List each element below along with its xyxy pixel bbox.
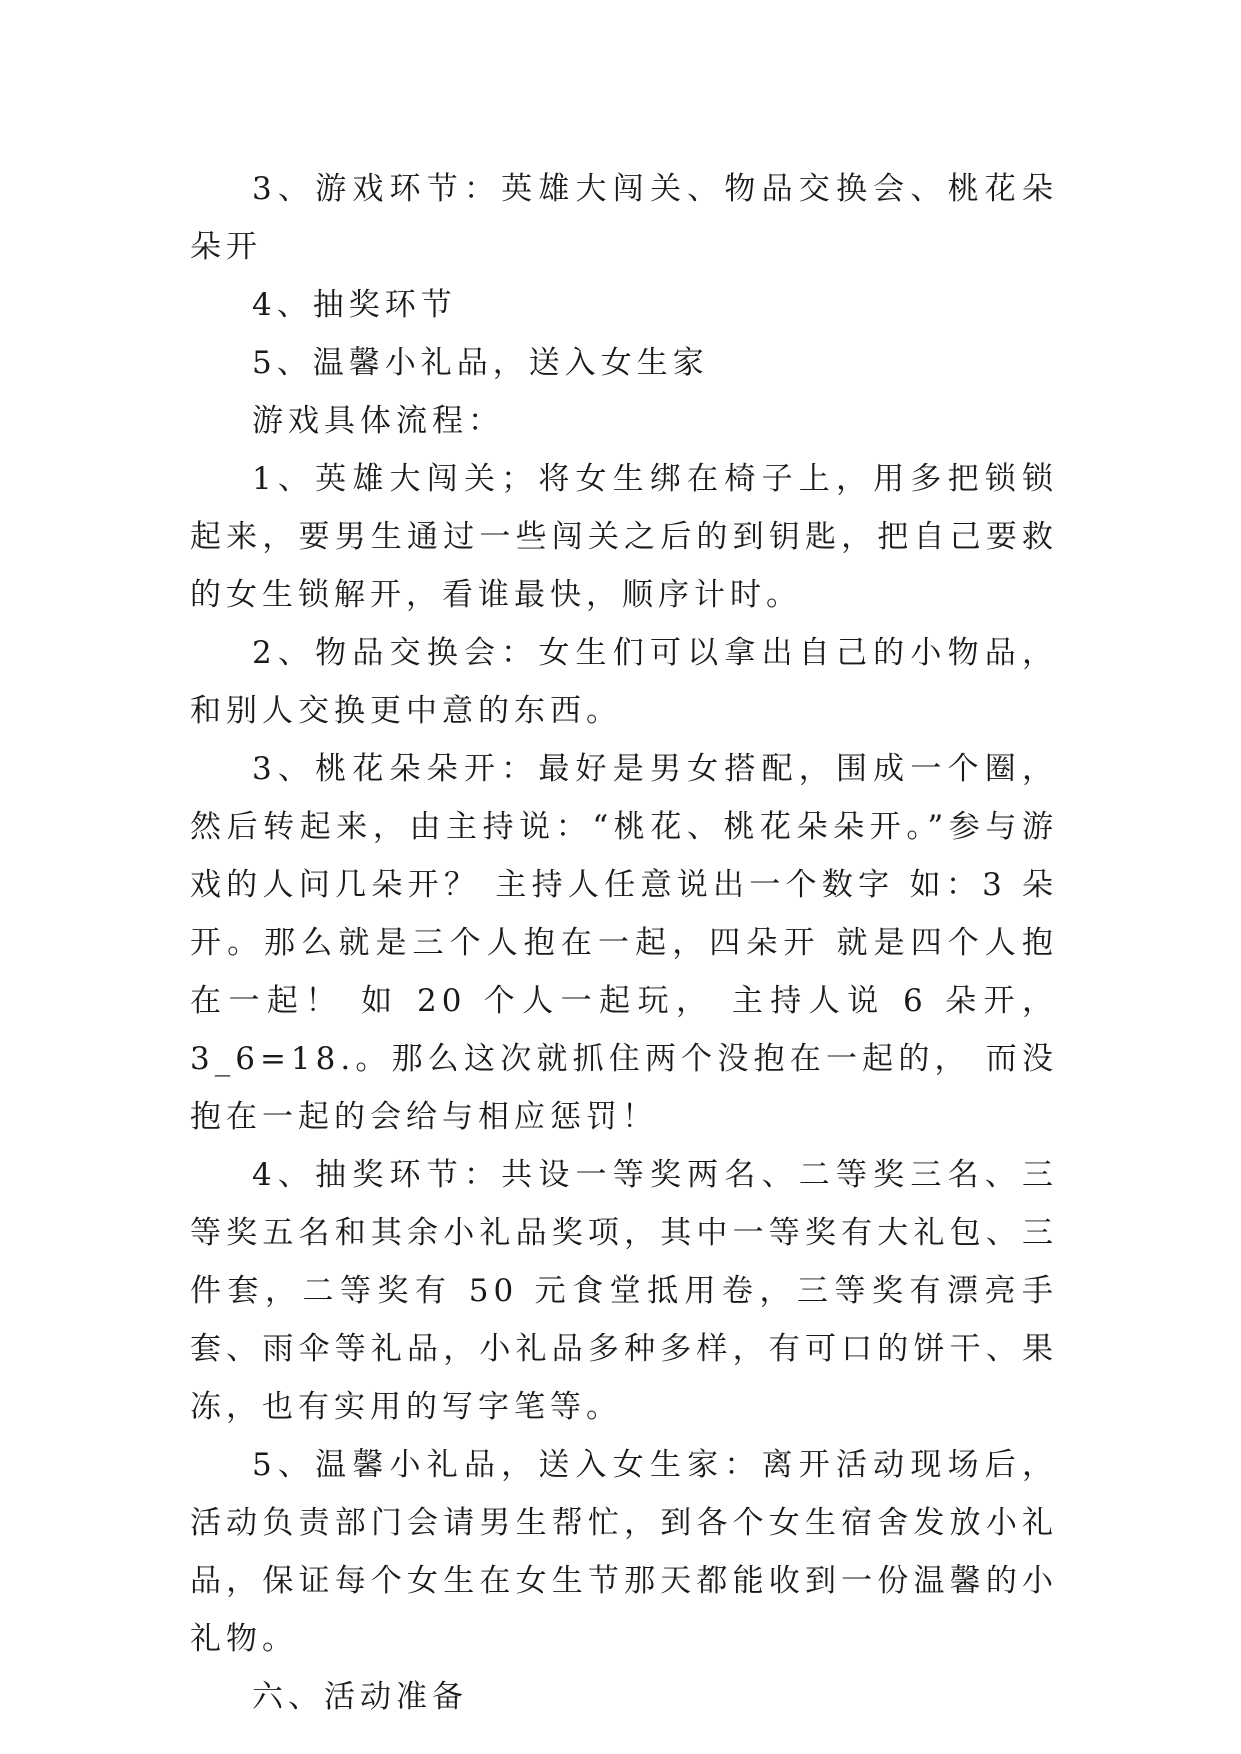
paragraph-item-exchange: 2、物品交换会：女生们可以拿出自己的小物品，和别人交换更中意的东西。: [190, 635, 1058, 729]
paragraph-hero-challenge: 1、英雄大闯关；将女生绑在椅子上，用多把锁锁起来，要男生通过一些闯关之后的到钥匙，把自己要救的女生锁解开，看谁最快，顺序计时。: [190, 461, 1058, 613]
document-body: [190, 160, 1058, 1726]
paragraph-lottery-detail: 4、抽奖环节：共设一等奖两名、二等奖三名、三等奖五名和其余小礼品奖项，其中一等奖有大礼包、三件套，二等奖有 50 元食堂抵用卷，三等奖有漂亮手套、雨伞等礼品，小礼品多种多样，有可口的饼干、果冻，也有实用的写字笔等。: [190, 1157, 1058, 1425]
paragraph-gifts: 5、温馨小礼品，送入女生家: [252, 345, 709, 381]
paragraph-gift-delivery: 5、温馨小礼品，送入女生家：离开活动现场后，活动负责部门会请男生帮忙，到各个女生宿舍发放小礼品，保证每个女生在女生节那天都能收到一份温馨的小礼物。: [190, 1447, 1058, 1657]
paragraph-game-segments: 3、游戏环节：英雄大闯关、物品交换会、桃花朵朵开: [190, 171, 1058, 265]
paragraph-preparation-heading: 六、活动准备: [252, 1679, 468, 1715]
paragraph-peach-blossom: 3、桃花朵朵开：最好是男女搭配，围成一个圈，然后转起来，由主持说：“桃花、桃花朵朵开。”参与游戏的人问几朵开？ 主持人任意说出一个数字 如：3 朵开。那么就是三个人抱在一起，四朵开 就是四个人抱在一起！ 如 20 个人一起玩， 主持人说 6 朵开，3_6=18.。那么这次就抓住两个没抱在一起的， 而没抱在一起的会给与相应惩罚！: [190, 751, 1058, 1135]
paragraph-game-flow-heading: 游戏具体流程：: [252, 403, 504, 439]
paragraph-lottery: 4、抽奖环节: [252, 287, 457, 323]
